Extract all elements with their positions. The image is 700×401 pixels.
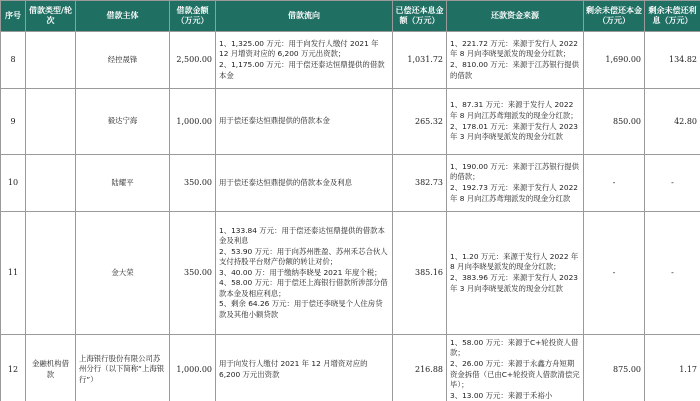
source-line: 2、383.96 万元：来源于发行人 2023 年 3 月向李晓旻派发的现金分红款: [450, 273, 578, 293]
cell-remaining-principal: 875.00: [584, 335, 645, 401]
source-line: 1、221.72 万元：来源于发行人 2022 年 8 月向李晓旻派发的现金分红款；: [450, 38, 578, 59]
table-row: [1, 212, 700, 335]
header-remaining-interest: 剩余未偿还利息（万元）: [645, 1, 700, 32]
source-line: 1、190.00 万元：来源于江苏银行提供的借款；: [450, 161, 579, 182]
header-purpose: 借款流向: [216, 1, 393, 32]
cell-source: [447, 89, 584, 155]
purpose-line: 2、53.90 万元：用于向苏州胜盈、苏州禾芯合伙人支付持股平台财产份额的转让对价；: [219, 246, 388, 267]
cell-remaining-interest: 134.82: [645, 32, 700, 89]
cell-seq: 9: [1, 89, 26, 155]
cell-purpose: [216, 89, 393, 155]
cell-remaining-principal: -: [584, 155, 645, 212]
cell-borrower: 金大荣: [76, 212, 170, 335]
cell-source: [447, 32, 584, 89]
cell-repaid: 216.88: [393, 335, 447, 401]
cell-borrower: 陆耀平: [76, 155, 170, 212]
cell-loan-type: [26, 32, 76, 89]
header-borrower: 借款主体: [76, 1, 170, 32]
cell-amount: 350.00: [170, 155, 216, 212]
header-loan-type: 借款类型/轮次: [26, 1, 76, 32]
source-line: 1、58.00 万元：来源于C+轮投资人借款；: [450, 337, 579, 358]
header-repaid: 已偿还本息金额（万元）: [393, 1, 447, 32]
cell-source: [447, 155, 584, 212]
purpose-line: 3、40.00 万：用于缴纳李晓旻 2021 年度个税；: [219, 267, 382, 277]
header-seq: 序号: [1, 1, 26, 32]
cell-seq: 8: [1, 32, 26, 89]
table-row: [1, 89, 700, 155]
cell-borrower: 上海银行股份有限公司苏州分行（以下简称“上海银行”）: [76, 335, 170, 401]
table-row: [1, 335, 700, 401]
source-line: 2、810.00 万元：来源于江苏银行提供的借款: [450, 60, 579, 80]
cell-repaid: 265.32: [393, 89, 447, 155]
source-line: 1、87.31 万元：来源于发行人 2022 年 8 月向江苏鸢翔派发的现金分红款；: [450, 100, 578, 120]
cell-amount: 1,000.00: [170, 89, 216, 155]
source-line: 2、178.01 万元：来源于发行人 2023 年 3 月向李晓旻派发的现金分红款: [450, 121, 578, 142]
cell-purpose: [216, 155, 393, 212]
cell-purpose: [216, 212, 393, 335]
cell-amount: 2,500.00: [170, 32, 216, 89]
cell-seq: 10: [1, 155, 26, 212]
cell-remaining-interest: 1.17: [645, 335, 700, 401]
cell-loan-type: [26, 212, 76, 335]
header-source: 还款资金来源: [447, 1, 584, 32]
header-amount: 借款金额（万元）: [170, 1, 216, 32]
cell-remaining-interest: -: [645, 155, 700, 212]
cell-repaid: 1,031.72: [393, 32, 447, 89]
cell-repaid: 382.73: [393, 155, 447, 212]
cell-loan-type: [26, 155, 76, 212]
purpose-line: 用于偿还泰达恒鼎提供的借款本金: [219, 116, 330, 126]
cell-source: [447, 335, 584, 401]
cell-seq: 11: [1, 212, 26, 335]
cell-remaining-principal: 1,690.00: [584, 32, 645, 89]
purpose-line: 5、剩余 64.26 万元：用于偿还李晓旻个人住房贷款及其他小额贷款: [219, 299, 383, 319]
cell-purpose: [216, 335, 393, 401]
cell-loan-type: 金融机构借款: [26, 335, 76, 401]
cell-remaining-principal: 850.00: [584, 89, 645, 155]
cell-seq: 12: [1, 335, 26, 401]
cell-source: [447, 212, 584, 335]
cell-remaining-principal: -: [584, 212, 645, 335]
table-header-row: [1, 1, 700, 32]
purpose-line: 4、58.00 万元：用于偿还上海银行借款所涉部分借款本金及相应利息；: [219, 278, 388, 298]
cell-remaining-interest: -: [645, 212, 700, 335]
source-line: 1、1.20 万元：来源于发行人 2022 年 8 月向李晓旻派发的现金分红款；: [450, 251, 579, 272]
cell-remaining-interest: 42.80: [645, 89, 700, 155]
table-row: [1, 155, 700, 212]
purpose-line: 2、1,175.00 万元：用于偿还泰达恒鼎提供的借款本金: [219, 60, 385, 80]
header-remaining-principal: 剩余未偿还本金（万元）: [584, 1, 645, 32]
cell-borrower: 毅达宁海: [76, 89, 170, 155]
cell-purpose: [216, 32, 393, 89]
source-line: 2、192.73 万元：来源于发行人 2022 年 8 月向江苏鸢翔派发的现金分红款: [450, 183, 578, 203]
source-line: 2、26.00 万元：来源于永鑫方舟短期资金拆借（已由C+轮投资人借款清偿完毕）；: [450, 358, 580, 390]
source-line: 3、13.00 万元：来源于禾裕小: [450, 390, 553, 400]
cell-amount: 1,000.00: [170, 335, 216, 401]
cell-amount: 350.00: [170, 212, 216, 335]
table-row: [1, 32, 700, 89]
cell-loan-type: [26, 89, 76, 155]
purpose-line: 1、133.84 万元：用于偿还泰达恒鼎提供的借款本金及利息: [219, 225, 385, 246]
cell-repaid: 385.16: [393, 212, 447, 335]
purpose-line: 用于向发行人缴付 2021 年 12 月增资对应的 6,200 万元出资款: [219, 358, 368, 379]
purpose-line: 用于偿还泰达恒鼎提供的借款本金及利息: [219, 177, 353, 187]
cell-borrower: 经控晟锋: [76, 32, 170, 89]
purpose-line: 1、1,325.00 万元：用于向发行人缴付 2021 年 12 月增资对应的 6,200 万元出资款；: [219, 38, 379, 59]
